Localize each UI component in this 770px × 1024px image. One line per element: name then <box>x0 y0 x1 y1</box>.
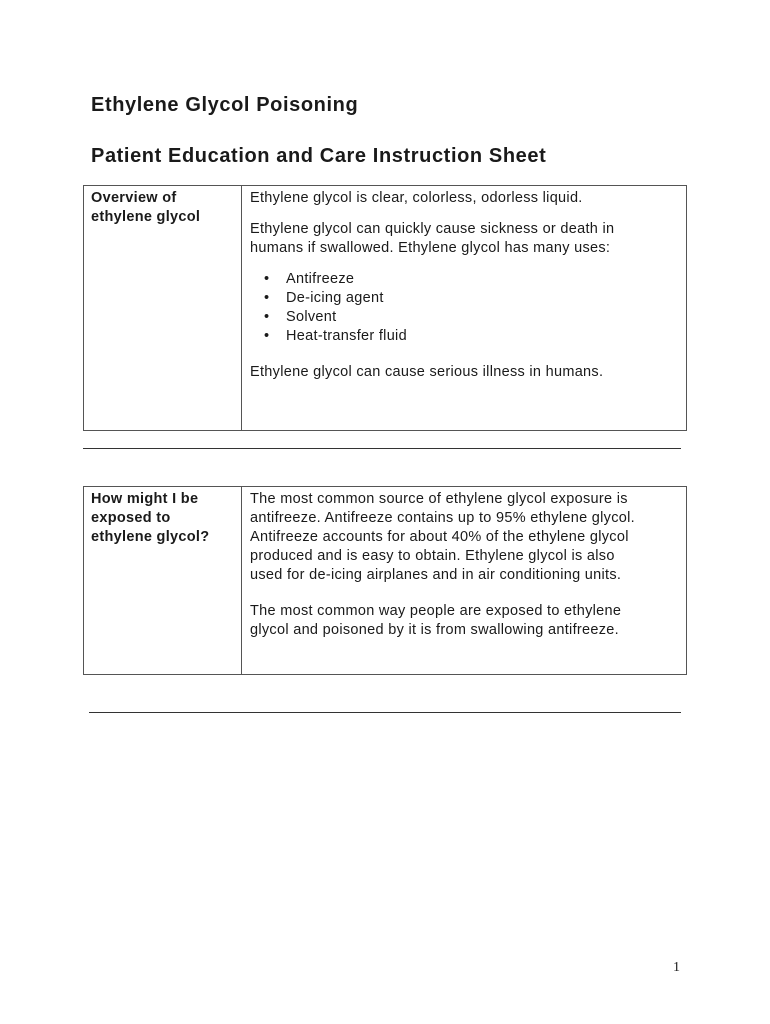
section-divider <box>83 448 681 449</box>
list-item: • De-icing agent <box>286 289 678 308</box>
label-line: exposed to <box>91 510 171 526</box>
exposure-label <box>84 487 242 675</box>
text-line: The most common way people are exposed to ethylene <box>250 603 622 619</box>
text-line: The most common source of ethylene glycol exposure is <box>250 491 628 507</box>
list-item: • Antifreeze <box>286 270 678 289</box>
exposure-section <box>83 486 687 675</box>
overview-definition: Ethylene glycol is clear, colorless, odorless liquid. <box>250 190 583 206</box>
text-line: antifreeze. Antifreeze contains up to 95% ethylene glycol. <box>250 510 635 526</box>
overview-illness-text: Ethylene glycol can cause serious illness in humans. <box>250 364 604 380</box>
uses-list <box>250 270 678 346</box>
overview-section <box>83 185 687 431</box>
document-title: Ethylene Glycol Poisoning <box>91 94 359 116</box>
text-line: Ethylene glycol can quickly cause sickness or death in <box>250 221 615 237</box>
text-line: humans if swallowed. Ethylene glycol has many uses: <box>250 240 611 256</box>
text-line: produced and is easy to obtain. Ethylene glycol is also <box>250 548 615 564</box>
overview-danger-text <box>250 220 678 258</box>
label-line: ethylene glycol <box>91 209 201 225</box>
exposure-source-text <box>250 490 678 585</box>
page-number: 1 <box>673 960 680 975</box>
text-line: used for de-icing airplanes and in air conditioning units. <box>250 567 622 583</box>
list-item: • Heat-transfer fluid <box>286 327 678 346</box>
overview-label <box>84 186 242 431</box>
exposure-content <box>242 487 687 675</box>
exposure-way-text <box>250 602 678 640</box>
section-divider <box>89 712 681 713</box>
label-line: ethylene glycol? <box>91 529 210 545</box>
text-line: Antifreeze accounts for about 40% of the ethylene glycol <box>250 529 629 545</box>
label-line: How might I be <box>91 491 199 507</box>
document-subtitle: Patient Education and Care Instruction Sheet <box>91 145 547 167</box>
text-line: glycol and poisoned by it is from swallowing antifreeze. <box>250 622 620 638</box>
overview-content <box>242 186 687 431</box>
list-item: • Solvent <box>286 308 678 327</box>
label-line: Overview of <box>91 190 177 206</box>
